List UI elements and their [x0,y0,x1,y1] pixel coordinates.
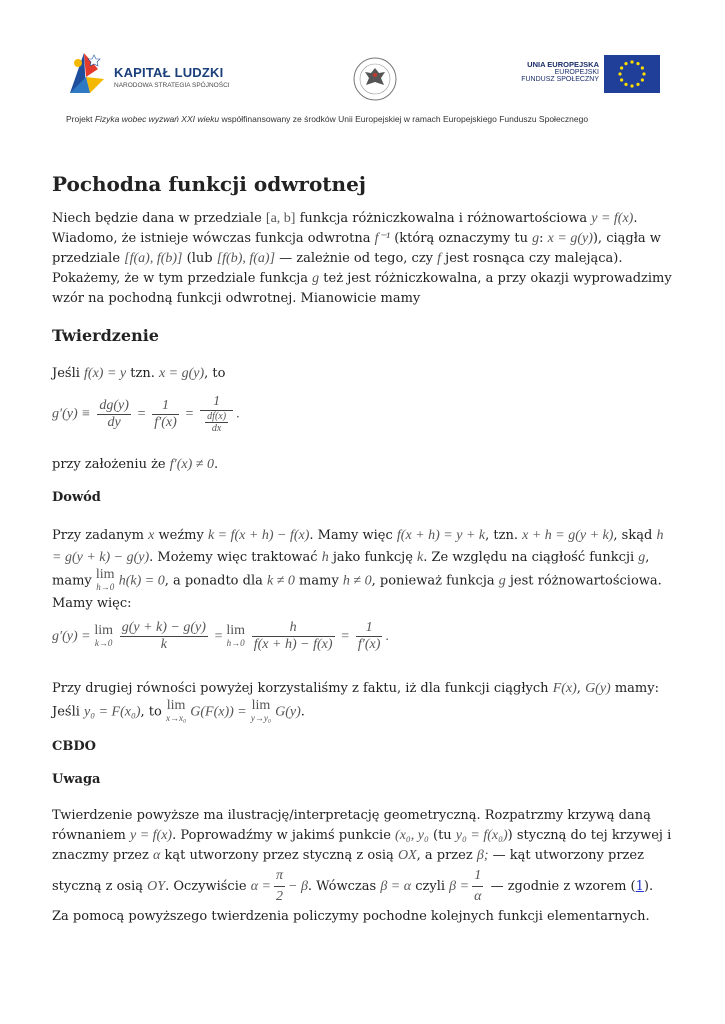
fraction [252,620,335,653]
math: (x₀, y₀ [395,828,429,843]
math: g [312,271,320,286]
math: f′(x) ≠ 0 [169,457,214,472]
equals: = [214,628,223,644]
numerator: 1 [472,866,483,887]
text: tzn. [126,366,159,381]
math: G(F(x)) = [190,704,247,720]
text: Jeśli [52,366,85,381]
math: f(x) = y [84,366,127,381]
math: [f(b), f(a)] [216,251,276,266]
eu-star-icon [624,62,627,65]
page-title: Pochodna funkcji odwrotnej [52,172,367,196]
text: . Wiadomo, że istnieje wówczas funkcja odwrotna [52,211,638,246]
text: czyli [411,879,450,894]
limit [251,700,271,724]
math: β = α [380,879,412,894]
lim-sub: h→0 [226,637,245,648]
eu-flag-icon [604,55,660,93]
text: jako funkcję [328,550,418,565]
math: β; [476,848,489,863]
fraction [356,620,383,653]
math: g [498,573,506,589]
math: g [532,231,540,246]
text: Niech będzie dana w przedziale [52,211,266,226]
text: — zależnie od tego, czy [275,251,438,266]
lim-sub: y→y₀ [250,713,271,723]
denominator: 2 [275,889,283,904]
text: Twierdzenie powyższe ma ilustrację/interpretację geometryczną. Rozpatrzmy krzywą daną równaniem [52,808,651,843]
text: , a ponadto dla [164,573,267,589]
fraction [120,620,208,653]
limit [166,700,186,724]
project-banner [66,114,666,124]
fraction [200,394,233,434]
text: , tzn. [485,528,523,543]
nested-fraction [205,411,228,434]
text: . Poprowadźmy w jakimś punkcie [172,828,396,843]
theorem-condition [52,455,672,475]
eu-star-icon [630,84,633,87]
numerator: h [252,620,335,637]
math: f [437,251,442,266]
text: (którą oznaczymy tu [390,231,533,246]
eu-star-icon [636,62,639,65]
lim-sub: h→0 [96,582,115,592]
eu-star-icon [641,66,644,69]
page-header [0,0,725,135]
math: [a, b] [265,211,296,226]
text: funkcja różniczkowalna i różnowartościowa [295,211,592,226]
eq-lhs: g′(y) = [52,628,91,644]
lim-word: lim [251,698,271,713]
numerator: dg(y) [99,397,129,413]
numerator: 1 [200,394,233,411]
theorem-equation [52,394,240,434]
limit [96,569,115,593]
lim-word: lim [95,567,115,582]
cbdo-label: CBDO [52,739,96,754]
eu-star-icon [620,78,623,81]
math: β = [449,879,470,894]
limit [94,622,113,649]
math: h(k) = 0 [118,573,165,589]
denominator: dx [211,423,222,434]
text: (lub [182,251,217,266]
math: α [152,848,161,863]
fraction [97,398,131,431]
math: y = f(x) [129,828,173,843]
lim-word: lim [226,622,245,638]
numerator: 1 [356,620,383,637]
denominator: dy [107,414,121,430]
equals: = [185,406,194,422]
text: ). Za pomocą powyższego twierdzenia policzymy pochodne kolejnych funkcji elementarnych. [52,879,654,924]
text: Przy drugiej równości powyżej korzystaliśmy z faktu, iż dla funkcji ciągłych [52,681,553,696]
project-name: Fizyka wobec wyzwań XXI wieku [94,114,220,124]
math: h [321,550,329,565]
fraction [274,866,285,907]
text: , ponieważ funkcja [371,573,499,589]
eu-star-icon [636,83,639,86]
eq-lhs: g′(y) ≡ [52,406,91,422]
text: , skąd [613,528,657,543]
equals: = [341,628,350,644]
text: jest różnowartościowa. Mamy więc: [52,573,662,611]
numerator: g(y + k) − g(y) [121,620,206,635]
lim-sub: x→x₀ [165,713,187,723]
text: ), ciągła w przedziale [52,231,661,266]
text: mamy: Jeśli [52,681,659,720]
math: [f(a), f(b)] [124,251,183,266]
lim-word: lim [166,698,186,713]
eu-line-3: FUNDUSZ SPOŁECZNY [521,76,599,83]
math: α = [250,879,271,894]
denominator: f′(x) [357,637,381,652]
math: x = g(y) [547,231,593,246]
eu-star-icon [620,66,623,69]
math: k [417,550,424,565]
math: h ≠ 0 [342,573,372,589]
eu-line-1: UNIA EUROPEJSKA [527,60,599,69]
text: (tu [428,828,456,843]
eu-star-icon [624,83,627,86]
eu-star-icon [642,72,645,75]
lim-word: lim [94,622,113,638]
period: . [385,628,389,644]
math: g [638,550,646,565]
proof-heading: Dowód [52,490,101,505]
text: . Ze względu na ciągłość funkcji [423,550,639,565]
text: — zgodnie z wzorem ( [486,879,636,894]
text: : [539,231,548,246]
proof-equation [52,620,389,653]
math: G(y) [585,681,611,696]
math: G(y) [275,704,301,720]
text: . [300,704,305,720]
math: OY [147,879,166,894]
numerator: df(x) [207,411,227,422]
text: mamy [294,573,343,589]
text: , mamy [52,550,650,589]
period: . [236,406,240,422]
lim-sub: k→0 [94,637,113,648]
math: x = g(y) [158,366,205,381]
denominator: α [474,889,482,904]
eu-star-icon [641,78,644,81]
text: , [576,681,586,696]
fraction [152,398,179,431]
proof-remark [52,678,672,724]
eu-fund-label [505,60,599,83]
text: . [213,457,219,472]
math: k ≠ 0 [267,573,295,589]
math: h = g(y + k) − g(y) [52,528,664,565]
eu-line-2: EUROPEJSKI [554,69,599,76]
fraction [472,866,483,907]
math: − β [288,879,308,894]
theorem-heading: Twierdzenie [52,326,159,345]
kapital-ludzki-subtitle: NARODOWA STRATEGIA SPÓJNOŚCI [114,82,230,89]
math: y₀ = F(x₀) [84,704,141,720]
text: . Oczywiście [165,879,251,894]
formula-reference-link[interactable]: 1 [635,879,644,894]
theorem-statement [52,364,672,384]
kapital-ludzki-logo [66,49,236,95]
numerator: π [274,866,285,887]
text: ) styczną do tej krzywej i znaczmy przez [52,828,672,863]
math: f⁻¹ [374,231,391,246]
text: . Możemy więc traktować [149,550,322,565]
text: jest rosnąca czy malejąca). Pokażemy, że w tym przedziale funkcja [52,251,623,286]
text: . Wówczas [307,879,381,894]
text: — kąt utworzony przez styczną z osią [52,848,644,894]
project-suffix: współfinansowany ze środków Unii Europejskiej w ramach Europejskiego Funduszu Społecznego [219,114,589,124]
text: . Mamy więc [309,528,397,543]
math: F(x) [552,681,577,696]
text: przy założeniu że [52,457,170,472]
math: y₀ = f(x₀) [455,828,508,843]
math: y = f(x) [591,211,634,226]
math: x [148,528,155,543]
text: , to [140,704,166,720]
math: x + h = g(y + k) [522,528,614,543]
project-prefix: Projekt [66,114,95,124]
text: też jest różniczkowalna, a przy okazji wyprowadzimy wzór na pochodną funkcji odwrotnej. Mianowicie mamy [52,271,672,306]
limit [226,622,245,649]
text: kąt utworzony przez styczną z osią [160,848,398,863]
text: , a przez [416,848,477,863]
university-seal-icon [352,56,398,102]
eu-star-icon [618,72,621,75]
text: , to [204,366,226,381]
note-paragraph [52,806,672,927]
text: weźmy [154,528,208,543]
math: k = f(x + h) − f(x) [207,528,310,543]
kapital-ludzki-mark-icon [66,49,110,95]
equals: = [137,406,146,422]
math: f(x + h) = y + k [396,528,486,543]
denominator: k [160,637,167,652]
note-heading: Uwaga [52,772,101,787]
proof-paragraph [52,525,672,615]
math: OX [397,848,417,863]
intro-paragraph [52,209,672,309]
numerator: 1 [152,398,179,415]
kapital-ludzki-title: KAPITAŁ LUDZKI [114,65,224,80]
denominator: f′(x) [154,414,177,430]
denominator: f(x + h) − f(x) [253,637,333,652]
eu-star-icon [630,60,633,63]
denominator [200,411,233,434]
text: Przy zadanym [52,528,149,543]
